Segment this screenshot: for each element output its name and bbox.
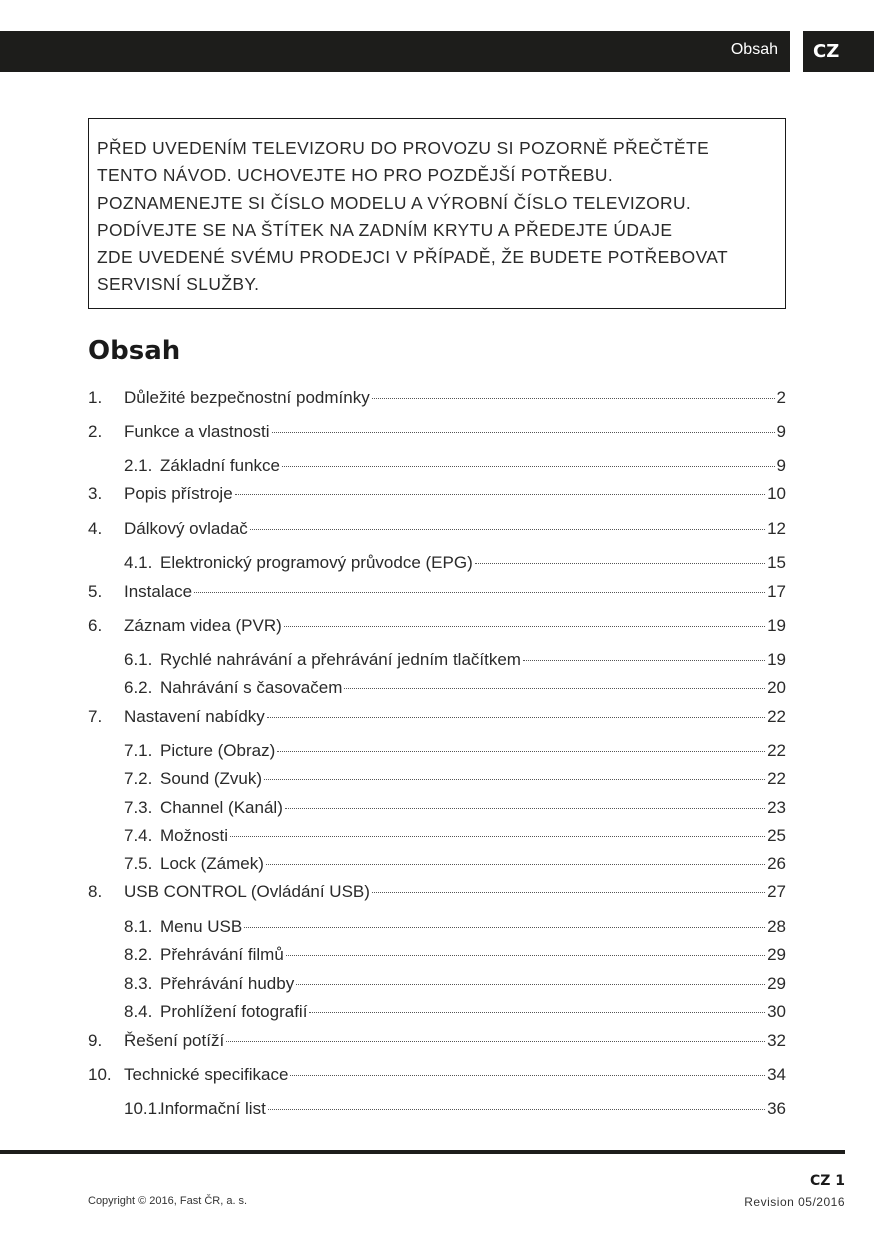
toc-entry-number: 5. — [88, 582, 103, 601]
toc-entry-title: Rychlé nahrávání a přehrávání jedním tlačítkem — [160, 650, 521, 669]
notice-line: SERVISNÍ SLUŽBY. — [97, 274, 260, 295]
toc-entry-page: 9 — [776, 422, 786, 441]
toc-entry-title: Informační list — [160, 1099, 266, 1118]
toc-entry-page: 32 — [767, 1031, 786, 1050]
toc-entry-page: 29 — [767, 974, 786, 993]
toc-entry-page: 22 — [767, 741, 786, 760]
toc-entry-title: Technické specifikace — [124, 1065, 289, 1084]
toc-entry[interactable] — [124, 798, 786, 820]
toc-entry-number: 2. — [88, 422, 103, 441]
footer-rule — [0, 1150, 845, 1154]
toc-dot-leader — [282, 466, 775, 467]
notice-line: POZNAMENEJTE SI ČÍSLO MODELU A VÝROBNÍ ČÍSLO TELEVIZORU. — [97, 192, 692, 213]
toc-dot-leader — [250, 529, 765, 530]
toc-entry-number: 7.3. — [124, 798, 153, 817]
toc-entry-page: 10 — [767, 484, 786, 503]
toc-dot-leader — [244, 927, 765, 928]
notice-line: ZDE UVEDENÉ SVÉMU PRODEJCI V PŘÍPADĚ, ŽE BUDETE POTŘEBOVAT — [97, 247, 729, 268]
toc-heading: Obsah — [88, 336, 181, 366]
toc-entry-page: 29 — [767, 945, 786, 964]
toc-dot-leader — [285, 808, 765, 809]
toc-entry[interactable] — [88, 1031, 786, 1053]
toc-entry[interactable] — [124, 1002, 786, 1024]
toc-entry-number: 7.4. — [124, 826, 153, 845]
toc-entry[interactable] — [124, 678, 786, 700]
notice-line: TENTO NÁVOD. UCHOVEJTE HO PRO POZDĚJŠÍ POTŘEBU. — [97, 165, 614, 186]
toc-entry[interactable] — [88, 484, 786, 506]
toc-entry-title: Přehrávání filmů — [160, 945, 284, 964]
toc-entry-page: 26 — [767, 854, 786, 873]
toc-entry-page: 27 — [767, 882, 786, 901]
toc-entry-number: 8. — [88, 882, 103, 901]
toc-entry[interactable] — [124, 650, 786, 672]
toc-dot-leader — [272, 432, 775, 433]
toc-entry-number: 1. — [88, 388, 103, 407]
toc-entry-title: Základní funkce — [160, 456, 281, 475]
toc-entry-page: 25 — [767, 826, 786, 845]
header-bar — [0, 31, 790, 72]
toc-dot-leader — [268, 1109, 765, 1110]
toc-entry-page: 28 — [767, 917, 786, 936]
toc-entry-title: Picture (Obraz) — [160, 741, 276, 760]
toc-entry-number: 8.4. — [124, 1002, 153, 1021]
toc-entry-title: Menu USB — [160, 917, 243, 936]
footer-copyright: Copyright © 2016, Fast ČR, a. s. — [88, 1195, 248, 1207]
toc-entry-number: 7. — [88, 707, 103, 726]
language-badge: CZ — [803, 31, 874, 72]
toc-entry-number: 7.5. — [124, 854, 153, 873]
toc-entry[interactable] — [124, 974, 786, 996]
toc-entry[interactable] — [124, 917, 786, 939]
toc-entry-number: 6.1. — [124, 650, 153, 669]
toc-entry-number: 8.1. — [124, 917, 153, 936]
toc-entry-number: 3. — [88, 484, 103, 503]
toc-dot-leader — [266, 864, 765, 865]
toc-dot-leader — [523, 660, 765, 661]
toc-entry-number: 4.1. — [124, 553, 153, 572]
notice-box — [88, 118, 786, 309]
toc-entry[interactable] — [88, 582, 786, 604]
toc-entry[interactable] — [88, 388, 786, 410]
toc-entry-title: Důležité bezpečnostní podmínky — [124, 388, 370, 407]
toc-dot-leader — [290, 1075, 765, 1076]
toc-dot-leader — [286, 955, 765, 956]
toc-entry-number: 10.1. — [124, 1099, 162, 1118]
toc-dot-leader — [372, 398, 775, 399]
toc-entry-page: 22 — [767, 769, 786, 788]
toc-entry-number: 4. — [88, 519, 103, 538]
toc-entry-title: Možnosti — [160, 826, 229, 845]
toc-dot-leader — [372, 892, 765, 893]
footer-page-number: CZ 1 — [809, 1173, 845, 1189]
toc-entry[interactable] — [124, 553, 786, 575]
toc-entry-page: 17 — [767, 582, 786, 601]
toc-entry-title: Řešení potíží — [124, 1031, 225, 1050]
toc-entry-number: 10. — [88, 1065, 112, 1084]
toc-entry-title: Nastavení nabídky — [124, 707, 265, 726]
toc-dot-leader — [230, 836, 765, 837]
toc-entry[interactable] — [124, 741, 786, 763]
toc-entry-page: 22 — [767, 707, 786, 726]
toc-entry-page: 30 — [767, 1002, 786, 1021]
toc-entry[interactable] — [88, 616, 786, 638]
toc-dot-leader — [235, 494, 765, 495]
notice-line: PODÍVEJTE SE NA ŠTÍTEK NA ZADNÍM KRYTU A PŘEDEJTE ÚDAJE — [97, 219, 673, 240]
toc-entry-title: USB CONTROL (Ovládání USB) — [124, 882, 370, 901]
toc-entry[interactable] — [124, 456, 786, 478]
toc-dot-leader — [277, 751, 765, 752]
toc-entry[interactable] — [88, 1065, 786, 1087]
toc-entry-title: Sound (Zvuk) — [160, 769, 263, 788]
toc-dot-leader — [284, 626, 765, 627]
toc-entry-page: 9 — [776, 456, 786, 475]
toc-entry-title: Instalace — [124, 582, 193, 601]
toc-dot-leader — [226, 1041, 765, 1042]
toc-entry-title: Dálkový ovladač — [124, 519, 248, 538]
toc-entry-page: 20 — [767, 678, 786, 697]
toc-entry-title: Záznam videa (PVR) — [124, 616, 282, 635]
toc-dot-leader — [267, 717, 765, 718]
toc-entry-title: Funkce a vlastnosti — [124, 422, 270, 441]
toc-entry[interactable] — [124, 769, 786, 791]
toc-entry-title: Nahrávání s časovačem — [160, 678, 343, 697]
toc-entry[interactable] — [88, 422, 786, 444]
toc-dot-leader — [194, 592, 765, 593]
notice-line: PŘED UVEDENÍM TELEVIZORU DO PROVOZU SI POZORNĚ PŘEČTĚTE — [97, 138, 710, 158]
toc-entry-number: 6.2. — [124, 678, 153, 697]
toc-entry-number: 2.1. — [124, 456, 153, 475]
toc-entry-page: 15 — [767, 553, 786, 572]
toc-entry-title: Prohlížení fotografií — [160, 1002, 308, 1021]
toc-entry-title: Popis přístroje — [124, 484, 233, 503]
toc-entry-number: 9. — [88, 1031, 103, 1050]
toc-entry-title: Channel (Kanál) — [160, 798, 283, 817]
toc-entry[interactable] — [88, 519, 786, 541]
toc-entry-number: 6. — [88, 616, 103, 635]
toc-entry[interactable] — [88, 707, 786, 729]
toc-dot-leader — [264, 779, 765, 780]
toc-entry-number: 8.3. — [124, 974, 153, 993]
toc-entry-page: 34 — [767, 1065, 786, 1084]
toc-entry-number: 8.2. — [124, 945, 153, 964]
toc-entry-page: 23 — [767, 798, 786, 817]
toc-entry[interactable] — [88, 882, 786, 904]
toc-entry-page: 12 — [767, 519, 786, 538]
footer-revision: Revision 05/2016 — [744, 1195, 845, 1209]
toc-entry-title: Lock (Zámek) — [160, 854, 264, 873]
toc-entry-number: 7.2. — [124, 769, 153, 788]
toc-entry-page: 36 — [767, 1099, 786, 1118]
toc-entry[interactable] — [124, 945, 786, 967]
toc-entry-page: 2 — [776, 388, 786, 407]
toc-entry[interactable] — [124, 1099, 786, 1121]
toc-entry-title: Elektronický programový průvodce (EPG) — [160, 553, 473, 572]
toc-dot-leader — [344, 688, 765, 689]
toc-entry[interactable] — [124, 854, 786, 876]
header-title: Obsah — [730, 41, 778, 58]
toc-dot-leader — [296, 984, 765, 985]
toc-entry-title: Přehrávání hudby — [160, 974, 295, 993]
toc-entry-page: 19 — [767, 616, 786, 635]
toc-dot-leader — [475, 563, 765, 564]
toc-entry[interactable] — [124, 826, 786, 848]
toc-entry-number: 7.1. — [124, 741, 153, 760]
toc-entry-page: 19 — [767, 650, 786, 669]
toc-dot-leader — [309, 1012, 765, 1013]
